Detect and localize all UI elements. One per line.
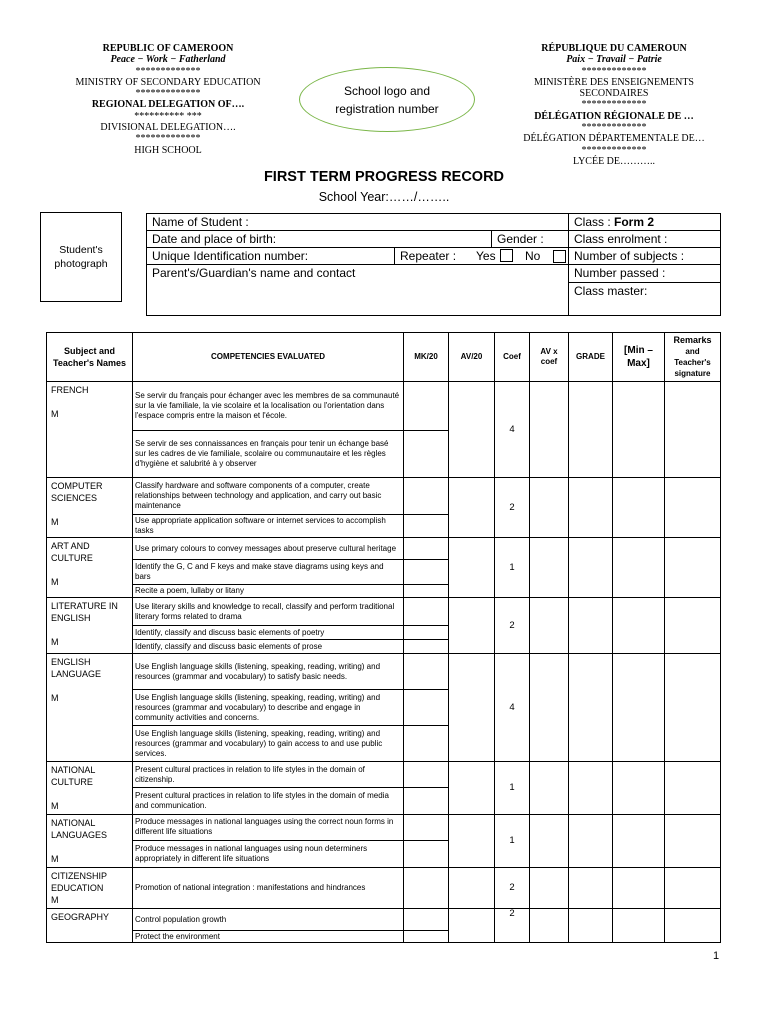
class-value: Form 2 [614,215,655,229]
grade-cell[interactable] [569,815,613,868]
header-left-line: REPUBLIC OF CAMEROON [102,43,234,54]
grades-table [46,332,721,943]
competency-cell: Protect the environment [133,931,404,943]
competency-cell: Control population growth [133,909,404,931]
header-remarks-title: Remarks [673,335,712,345]
subject-cell [47,654,133,762]
header-competencies: COMPETENCIES EVALUATED [133,333,404,382]
min-max-cell[interactable] [613,654,665,762]
competency-cell: Present cultural practices in relation to life styles in the domain of media and communication. [133,788,404,815]
table-row [47,382,721,431]
header-left-line: Peace − Work − Fatherland [110,54,226,66]
mark-cell[interactable] [404,726,449,762]
competency-cell: Classify hardware and software components of a computer, create relationships between technology and application, and carry out basic maintenance [133,478,404,515]
header-right-line: ************* [581,99,647,111]
av-x-coef-cell[interactable] [530,538,569,598]
av-x-coef-cell[interactable] [530,815,569,868]
average-cell[interactable] [449,909,495,943]
mark-cell[interactable] [404,478,449,515]
subject-name: ENGLISH LANGUAGE [51,657,102,679]
header-left-line: DIVISIONAL DELEGATION…. [100,122,236,134]
table-row [47,478,721,515]
subject-teacher: M [51,577,59,587]
min-max-cell[interactable] [613,815,665,868]
average-cell[interactable] [449,654,495,762]
table-row [47,654,721,690]
coef-cell: 4 [495,382,530,478]
repeater-no-checkbox[interactable] [553,250,566,263]
header-left-line: ************* [135,133,201,145]
grade-cell[interactable] [569,382,613,478]
header-left-line: MINISTRY OF SECONDARY EDUCATION [75,76,261,88]
av-x-coef-cell[interactable] [530,478,569,538]
av-x-coef-cell[interactable] [530,382,569,478]
mark-cell[interactable] [404,538,449,560]
subject-name: CITIZENSHIP EDUCATION [51,871,107,893]
header-mk: MK/20 [404,333,449,382]
coef-cell: 1 [495,815,530,868]
table-header-row [47,333,721,382]
competency-cell: Use English language skills (listening, speaking, reading, writing) and resources (grammar and vocabulary) to satisfy basic needs. [133,654,404,690]
table-row [47,538,721,560]
table-row [47,909,721,931]
class-master-label: Class master: [574,284,648,298]
subject-cell [47,598,133,654]
av-x-coef-cell[interactable] [530,762,569,815]
competency-cell: Use appropriate application software or internet services to accomplish tasks [133,515,404,538]
remarks-cell[interactable] [665,382,721,478]
average-cell[interactable] [449,538,495,598]
header-left-line: REGIONAL DELEGATION OF…. [91,99,245,111]
header-right-line: LYCÉE DE……….. [572,155,656,167]
mark-cell[interactable] [404,431,449,478]
mark-cell[interactable] [404,909,449,931]
page-number: 1 [713,950,720,962]
header-left-line: ************* [135,88,201,100]
header-left-line: HIGH SCHOOL [134,144,202,156]
school-logo-placeholder [299,67,475,132]
student-name-label: Name of Student : [152,215,249,229]
competency-cell: Se servir de ses connaissances en français pour tenir un échange basé sur les cadres de vie familiale, scolaire ou communautaire et les règles d'hygiène et salubrité à y observer [133,431,404,478]
mark-cell[interactable] [404,654,449,690]
competency-cell: Produce messages in national languages using noun determiners appropriately in different life situations [133,840,404,867]
repeater-yes-label: Yes [476,249,496,263]
number-passed-label: Number passed : [574,266,666,280]
logo-text-line: registration number [335,101,439,116]
grade-cell[interactable] [569,909,613,943]
grade-cell[interactable] [569,598,613,654]
subject-name: NATIONAL LANGUAGES [51,818,108,840]
mark-cell[interactable] [404,585,449,598]
mark-cell[interactable] [404,690,449,726]
header-avxcoef: AV x coef [530,333,569,382]
subject-name: GEOGRAPHY [51,912,110,922]
coef-cell: 2 [495,598,530,654]
competency-cell: Use literary skills and knowledge to recall, classify and perform traditional literary forms related to drama [133,598,404,626]
competency-cell: Se servir du français pour échanger avec les membres de sa communauté sur la vie familiale, la vie scolaire et la localisation ou l'orientation dans l'espace compris entre la maison et l'école. [133,382,404,431]
mark-cell[interactable] [404,382,449,431]
remarks-cell[interactable] [665,815,721,868]
average-cell[interactable] [449,598,495,654]
coef-cell: 2 [495,909,530,943]
header-left-line: ************* [135,65,201,77]
birth-label: Date and place of birth: [152,232,277,246]
competency-cell: Use primary colours to convey messages about preserve cultural heritage [133,538,404,560]
av-x-coef-cell[interactable] [530,654,569,762]
header-right [499,43,729,167]
uin-label: Unique Identification number: [152,249,309,263]
photo-label-line: Student's [59,244,103,256]
header-right-line: ************* [581,144,647,156]
min-max-cell[interactable] [613,538,665,598]
grade-cell[interactable] [569,868,613,909]
competency-cell: Recite a poem, lullaby or litany [133,585,404,598]
subject-name: COMPUTER SCIENCES [51,481,103,503]
header-right-line: MINISTÈRE DES ENSEIGNEMENTS [534,76,694,88]
header-remarks-rest: and Teacher's signature [674,347,711,378]
competency-cell: Produce messages in national languages using the correct noun forms in different life situations [133,815,404,841]
mark-cell[interactable] [404,815,449,841]
subject-name: NATIONAL CULTURE [51,765,96,787]
grade-cell[interactable] [569,762,613,815]
subject-cell [47,538,133,598]
mark-cell[interactable] [404,840,449,867]
mark-cell[interactable] [404,762,449,788]
remarks-cell[interactable] [665,654,721,762]
competency-cell: Identify the G, C and F keys and make stave diagrams using keys and bars [133,560,404,585]
grade-cell[interactable] [569,538,613,598]
repeater-no-label: No [525,249,541,263]
coef-cell: 1 [495,538,530,598]
subject-teacher: M [51,637,59,647]
subject-name: FRENCH [51,385,89,395]
competency-cell: Identify, classify and discuss basic elements of prose [133,640,404,654]
table-row [47,868,721,909]
subject-cell [47,868,133,909]
competency-cell: Promotion of national integration : manifestations and hindrances [133,868,404,909]
remarks-cell[interactable] [665,909,721,943]
mark-cell[interactable] [404,598,449,626]
repeater-label: Repeater : [400,249,457,263]
average-cell[interactable] [449,762,495,815]
subject-teacher: M [51,854,59,864]
subject-teacher: M [51,801,59,811]
subject-cell [47,382,133,478]
subject-cell [47,762,133,815]
remarks-cell[interactable] [665,478,721,538]
student-photo-box [40,212,122,302]
subject-cell [47,478,133,538]
logo-text-line: School logo and [343,83,431,98]
average-cell[interactable] [449,382,495,478]
min-max-cell[interactable] [613,598,665,654]
subject-teacher: M [51,409,59,419]
gender-label: Gender : [497,232,544,246]
competency-cell: Identify, classify and discuss basic elements of poetry [133,626,404,640]
header-av: AV/20 [449,333,495,382]
subject-cell [47,815,133,868]
header-right-line: SECONDAIRES [579,88,649,100]
photo-label-line: photograph [54,258,108,270]
header-subject: Subject and Teacher's Names [47,333,133,382]
av-x-coef-cell[interactable] [530,598,569,654]
class-label: Class : [574,215,615,229]
grade-cell[interactable] [569,654,613,762]
parent-label: Parent's/Guardian's name and contact [152,266,356,280]
header-minmax: [Min – Max] [613,333,665,382]
mark-cell[interactable] [404,515,449,538]
header-right-line: DÉLÉGATION DÉPARTEMENTALE DE… [523,133,705,145]
table-row [47,598,721,626]
subject-name: LITERATURE IN ENGLISH [51,601,118,623]
subject-teacher: M [51,895,59,905]
coef-cell: 4 [495,654,530,762]
mark-cell[interactable] [404,931,449,943]
header-right-line: Paix − Travail − Patrie [566,54,662,66]
header-remarks [665,333,721,382]
competency-cell: Use English language skills (listening, speaking, reading, writing) and resources (grammar and vocabulary) to gain access to and use public services. [133,726,404,762]
number-subjects-label: Number of subjects : [574,249,685,263]
header-grade: GRADE [569,333,613,382]
header-left-line: ********** *** [134,110,202,122]
av-x-coef-cell[interactable] [530,868,569,909]
mark-cell[interactable] [404,788,449,815]
mark-cell[interactable] [404,640,449,654]
table-row [47,762,721,788]
coef-cell: 2 [495,478,530,538]
min-max-cell[interactable] [613,762,665,815]
remarks-cell[interactable] [665,762,721,815]
min-max-cell[interactable] [613,478,665,538]
remarks-cell[interactable] [665,868,721,909]
header-left [53,43,283,156]
subject-teacher: M [51,517,59,527]
coef-cell: 2 [495,868,530,909]
class-field [574,215,654,229]
class-enrolment-label: Class enrolment : [574,232,668,246]
average-cell[interactable] [449,815,495,868]
header-right-line: ************* [581,122,647,134]
min-max-cell[interactable] [613,909,665,943]
document-title: FIRST TERM PROGRESS RECORD [263,169,505,185]
mark-cell[interactable] [404,626,449,640]
competency-cell: Present cultural practices in relation to life styles in the domain of citizenship. [133,762,404,788]
subject-cell [47,909,133,943]
school-year: School Year:……/…….. [318,190,450,204]
coef-cell: 1 [495,762,530,815]
grade-cell[interactable] [569,478,613,538]
header-right-line: ************* [581,65,647,77]
header-right-line: DÉLÉGATION RÉGIONALE DE … [534,110,694,122]
average-cell[interactable] [449,478,495,538]
min-max-cell[interactable] [613,868,665,909]
remarks-cell[interactable] [665,598,721,654]
subject-name: ART AND CULTURE [51,541,93,563]
subject-teacher: M [51,693,59,703]
min-max-cell[interactable] [613,382,665,478]
remarks-cell[interactable] [665,538,721,598]
av-x-coef-cell[interactable] [530,909,569,943]
header-coef: Coef [495,333,530,382]
mark-cell[interactable] [404,560,449,585]
mark-cell[interactable] [404,868,449,909]
table-row [47,815,721,841]
competency-cell: Use English language skills (listening, speaking, reading, writing) and resources (grammar and vocabulary) to describe and engage in community activities and concerns. [133,690,404,726]
repeater-yes-checkbox[interactable] [500,249,513,262]
average-cell[interactable] [449,868,495,909]
header-right-line: RÉPUBLIQUE DU CAMEROUN [541,43,687,54]
